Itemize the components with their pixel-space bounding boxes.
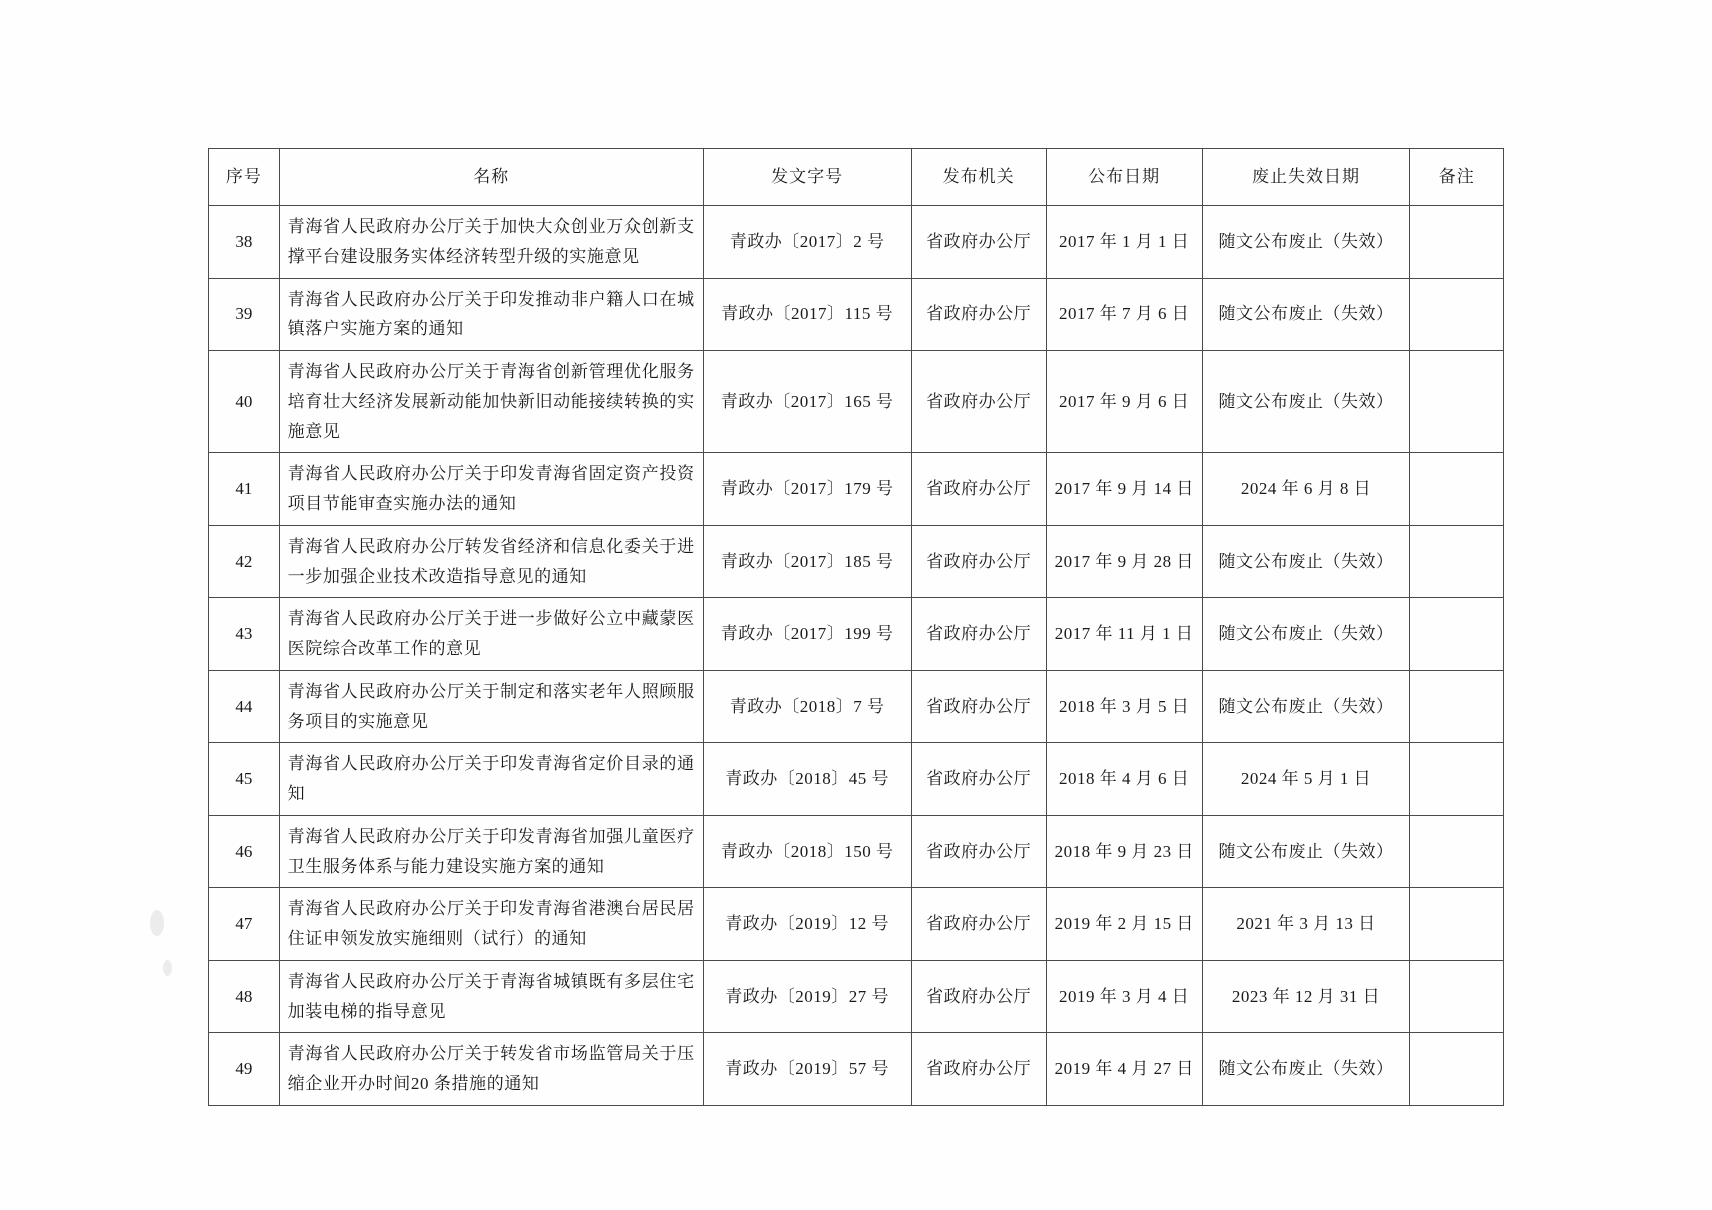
cell-abolish: 随文公布废止（失效） [1202, 670, 1410, 743]
cell-pubdate: 2019 年 3 月 4 日 [1046, 960, 1202, 1033]
table-row [209, 351, 1504, 453]
cell-name: 青海省人民政府办公厅转发省经济和信息化委关于进一步加强企业技术改造指导意见的通知 [279, 525, 703, 598]
cell-pubdate: 2019 年 2 月 15 日 [1046, 888, 1202, 961]
table-header-row [209, 149, 1504, 206]
cell-org: 省政府办公厅 [911, 351, 1046, 453]
cell-org: 省政府办公厅 [911, 743, 1046, 816]
cell-org: 省政府办公厅 [911, 278, 1046, 351]
table-row [209, 278, 1504, 351]
cell-note [1410, 206, 1504, 279]
cell-abolish: 随文公布废止（失效） [1202, 815, 1410, 888]
cell-name: 青海省人民政府办公厅关于青海省城镇既有多层住宅加装电梯的指导意见 [279, 960, 703, 1033]
cell-seq: 42 [209, 525, 280, 598]
cell-pubdate: 2018 年 4 月 6 日 [1046, 743, 1202, 816]
cell-org: 省政府办公厅 [911, 960, 1046, 1033]
cell-seq: 47 [209, 888, 280, 961]
cell-seq: 40 [209, 351, 280, 453]
cell-docno: 青政办〔2017〕165 号 [703, 351, 911, 453]
cell-pubdate: 2017 年 9 月 14 日 [1046, 453, 1202, 526]
cell-docno: 青政办〔2018〕150 号 [703, 815, 911, 888]
table-row [209, 1033, 1504, 1106]
cell-abolish: 随文公布废止（失效） [1202, 525, 1410, 598]
cell-name: 青海省人民政府办公厅关于印发青海省港澳台居民居住证申领发放实施细则（试行）的通知 [279, 888, 703, 961]
table-row [209, 453, 1504, 526]
cell-note [1410, 453, 1504, 526]
cell-pubdate: 2018 年 3 月 5 日 [1046, 670, 1202, 743]
cell-org: 省政府办公厅 [911, 815, 1046, 888]
cell-docno: 青政办〔2017〕199 号 [703, 598, 911, 671]
cell-pubdate: 2017 年 1 月 1 日 [1046, 206, 1202, 279]
cell-abolish: 2021 年 3 月 13 日 [1202, 888, 1410, 961]
cell-abolish: 随文公布废止（失效） [1202, 1033, 1410, 1106]
table-header [209, 149, 1504, 206]
cell-abolish: 随文公布废止（失效） [1202, 351, 1410, 453]
cell-note [1410, 351, 1504, 453]
cell-name: 青海省人民政府办公厅关于印发青海省加强儿童医疗卫生服务体系与能力建设实施方案的通知 [279, 815, 703, 888]
cell-docno: 青政办〔2017〕115 号 [703, 278, 911, 351]
repealed-documents-table-container [208, 148, 1504, 1106]
column-header-seq: 序号 [209, 149, 280, 206]
column-header-note: 备注 [1410, 149, 1504, 206]
cell-pubdate: 2017 年 7 月 6 日 [1046, 278, 1202, 351]
cell-seq: 48 [209, 960, 280, 1033]
cell-note [1410, 888, 1504, 961]
table-body [209, 206, 1504, 1106]
cell-abolish: 随文公布废止（失效） [1202, 206, 1410, 279]
column-header-abolish: 废止失效日期 [1202, 149, 1410, 206]
table-row [209, 206, 1504, 279]
cell-seq: 44 [209, 670, 280, 743]
cell-name: 青海省人民政府办公厅关于印发推动非户籍人口在城镇落户实施方案的通知 [279, 278, 703, 351]
cell-seq: 45 [209, 743, 280, 816]
table-row [209, 525, 1504, 598]
cell-note [1410, 670, 1504, 743]
table-row [209, 598, 1504, 671]
cell-note [1410, 815, 1504, 888]
cell-note [1410, 1033, 1504, 1106]
cell-seq: 46 [209, 815, 280, 888]
cell-note [1410, 960, 1504, 1033]
cell-docno: 青政办〔2019〕12 号 [703, 888, 911, 961]
cell-org: 省政府办公厅 [911, 1033, 1046, 1106]
cell-docno: 青政办〔2017〕185 号 [703, 525, 911, 598]
column-header-org: 发布机关 [911, 149, 1046, 206]
cell-note [1410, 743, 1504, 816]
cell-name: 青海省人民政府办公厅关于加快大众创业万众创新支撑平台建设服务实体经济转型升级的实施意见 [279, 206, 703, 279]
cell-docno: 青政办〔2017〕2 号 [703, 206, 911, 279]
cell-pubdate: 2017 年 9 月 6 日 [1046, 351, 1202, 453]
cell-abolish: 2024 年 6 月 8 日 [1202, 453, 1410, 526]
cell-abolish: 2023 年 12 月 31 日 [1202, 960, 1410, 1033]
cell-abolish: 2024 年 5 月 1 日 [1202, 743, 1410, 816]
cell-seq: 49 [209, 1033, 280, 1106]
cell-seq: 38 [209, 206, 280, 279]
column-header-pubdate: 公布日期 [1046, 149, 1202, 206]
table-row [209, 670, 1504, 743]
cell-name: 青海省人民政府办公厅关于印发青海省固定资产投资项目节能审查实施办法的通知 [279, 453, 703, 526]
cell-seq: 41 [209, 453, 280, 526]
cell-org: 省政府办公厅 [911, 598, 1046, 671]
cell-name: 青海省人民政府办公厅关于印发青海省定价目录的通知 [279, 743, 703, 816]
column-header-name: 名称 [279, 149, 703, 206]
cell-docno: 青政办〔2018〕7 号 [703, 670, 911, 743]
table-row [209, 815, 1504, 888]
cell-org: 省政府办公厅 [911, 453, 1046, 526]
cell-name: 青海省人民政府办公厅关于转发省市场监管局关于压缩企业开办时间20 条措施的通知 [279, 1033, 703, 1106]
cell-name: 青海省人民政府办公厅关于青海省创新管理优化服务培育壮大经济发展新动能加快新旧动能接续转换的实施意见 [279, 351, 703, 453]
cell-pubdate: 2017 年 9 月 28 日 [1046, 525, 1202, 598]
cell-docno: 青政办〔2019〕27 号 [703, 960, 911, 1033]
scan-artifact [150, 910, 164, 936]
cell-note [1410, 525, 1504, 598]
scan-artifact [163, 960, 172, 976]
cell-org: 省政府办公厅 [911, 670, 1046, 743]
table-row [209, 960, 1504, 1033]
cell-org: 省政府办公厅 [911, 525, 1046, 598]
column-header-docno: 发文字号 [703, 149, 911, 206]
cell-docno: 青政办〔2017〕179 号 [703, 453, 911, 526]
cell-docno: 青政办〔2018〕45 号 [703, 743, 911, 816]
table-row [209, 888, 1504, 961]
cell-seq: 43 [209, 598, 280, 671]
cell-org: 省政府办公厅 [911, 206, 1046, 279]
cell-name: 青海省人民政府办公厅关于进一步做好公立中藏蒙医医院综合改革工作的意见 [279, 598, 703, 671]
cell-pubdate: 2019 年 4 月 27 日 [1046, 1033, 1202, 1106]
cell-pubdate: 2017 年 11 月 1 日 [1046, 598, 1202, 671]
cell-note [1410, 278, 1504, 351]
cell-note [1410, 598, 1504, 671]
cell-abolish: 随文公布废止（失效） [1202, 278, 1410, 351]
cell-name: 青海省人民政府办公厅关于制定和落实老年人照顾服务项目的实施意见 [279, 670, 703, 743]
cell-docno: 青政办〔2019〕57 号 [703, 1033, 911, 1106]
cell-abolish: 随文公布废止（失效） [1202, 598, 1410, 671]
cell-seq: 39 [209, 278, 280, 351]
cell-pubdate: 2018 年 9 月 23 日 [1046, 815, 1202, 888]
repealed-documents-table [208, 148, 1504, 1106]
cell-org: 省政府办公厅 [911, 888, 1046, 961]
table-row [209, 743, 1504, 816]
